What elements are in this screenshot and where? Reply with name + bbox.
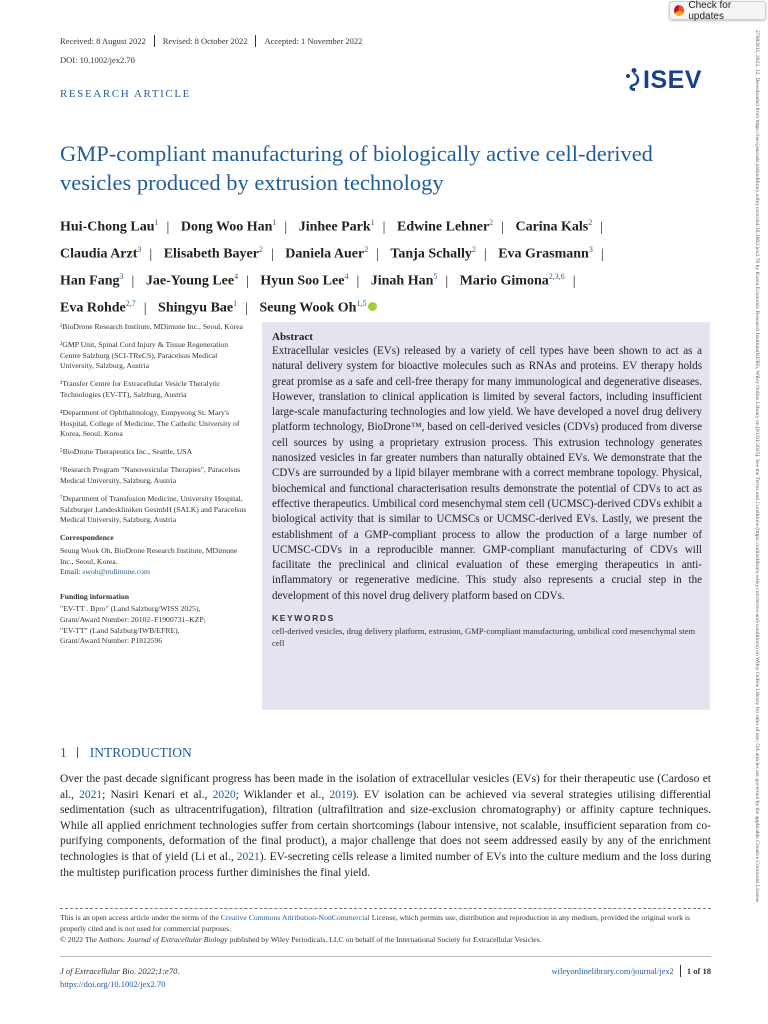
- correspondence-heading: Correspondence: [60, 533, 114, 543]
- funding-line: "EV-TT" (Land Salzburg/IWB/EFRE),: [60, 625, 180, 635]
- funding-line: Grant/Award Number: P1812596: [60, 636, 163, 646]
- author-affiliation[interactable]: 3: [588, 245, 593, 255]
- author-affiliation[interactable]: 5: [433, 272, 438, 282]
- author-name[interactable]: Claudia Arzt: [60, 246, 138, 262]
- intro-text: ). EV-secreting cells release a limited number of EVs into the culture medium and the loss during the multistep purification process further diminishes the final yield.: [60, 850, 711, 879]
- funding-line: Grant/Award Number: 20102–F1900731–KZP;: [60, 614, 206, 624]
- citation-link[interactable]: 2021: [79, 788, 103, 801]
- email-link[interactable]: swoh@mdimune.com: [82, 567, 150, 577]
- revised-date: Revised: 8 October 2022: [162, 36, 248, 46]
- author-name[interactable]: Elisabeth Bayer: [163, 246, 259, 262]
- affiliations-column: [60, 322, 250, 647]
- section-title: INTRODUCTION: [89, 745, 192, 760]
- author-affiliation[interactable]: 2: [588, 218, 593, 227]
- journal-logo: [624, 64, 714, 96]
- crossmark-icon: [674, 5, 684, 16]
- author-name[interactable]: Hyun Soo Lee: [260, 273, 345, 289]
- author-affiliation[interactable]: 2: [364, 245, 369, 255]
- license-line: [60, 912, 711, 934]
- author-name[interactable]: Eva Grasmann: [498, 246, 589, 262]
- section-number: 1: [60, 745, 67, 760]
- abstract-text: Extracellular vesicles (EVs) released by a variety of cell types have been shown to act as a natural delivery system for bioactive molecules such as RNAs and proteins. EV therapy holds great promise as a safe and cell-free therapy for many immunological and degenerative diseases. However, translation to clinical application is limited by several factors, including insufficient large-scale manufacturing technologies and low yield. We have developed a novel drug delivery platform technology, BioDrone™, based on cell-derived vesicles (CDVs) produced from diverse cell sources by using a proprietary extrusion process. This extrusion technology generates nanosized vesicles in far greater numbers than naturally obtained EVs. We demonstrate that the CDVs are surrounded by a lipid bilayer membrane with a correct membrane topology. Physical, biochemical and functional characterisation results demonstrate the potential of CDVs to act as effective therapeutics. Umbilical cord mesenchymal stem cell (UCMSC)-derived CDVs exhibit a biological activity that is similar to UCMSCs or UCMSC-derived EVs. Lastly, we present the establishment of a GMP-compliant process to allow the production of a large number of UCMSC-CDVs in a reproducible manner. GMP-compliant manufacturing of CDVs will facilitate the preclinical and clinical evaluation of these emerging therapeutics in anti-inflammatory or regenerative medicine. This study also represents a crucial step in the development of this novel drug delivery platform based on CDVs.: [272, 345, 702, 602]
- keywords-heading: KEYWORDS: [272, 613, 335, 624]
- intro-text: ; Nasiri Kenari et al.,: [102, 788, 213, 801]
- divider: [680, 965, 681, 977]
- author-name[interactable]: Jinhee Park: [298, 219, 371, 235]
- isev-logo-text: ISEV: [643, 65, 702, 94]
- author-affiliation[interactable]: 4: [234, 272, 239, 282]
- email-label: Email:: [60, 567, 83, 577]
- author-affiliation[interactable]: 2: [258, 245, 263, 255]
- abstract-box: [262, 322, 710, 710]
- license-text: License, which permits use, distribution and reproduction in any medium, provided the original work is properly cited and is not used for commercial purposes.: [60, 913, 691, 934]
- affiliation: ¹BioDrone Research Institute, MDimune Inc., Seoul, Korea: [60, 322, 243, 331]
- citation-link[interactable]: 2020: [212, 788, 236, 801]
- author-affiliation[interactable]: 3: [119, 272, 124, 282]
- author-name[interactable]: Mario Gimona: [459, 273, 549, 289]
- doi-link[interactable]: https://doi.org/10.1002/jex2.70: [60, 978, 166, 989]
- affiliation: ²GMP Unit, Spinal Cord Injury & Tissue Regeneration Centre Salzburg (SCI-TReCS), Paracelsus Medical University, Salzburg, Austria: [60, 340, 229, 371]
- affiliation: ⁴Department of Ophthalmology, Eunpyeong St. Mary's Hospital, College of Medicine, The Catholic University of Korea, Seoul, Korea: [60, 408, 240, 439]
- abstract-heading: Abstract: [272, 331, 313, 343]
- download-notice-text: 27682811, 2022, 12, Downloaded from https://isevjournals.onlinelibrary.wiley.com/doi/10.1002/jex2.70 by Korea Economic Research Institute(KERI), Wiley Online Library on [01/01/2025]. See the Terms and Conditions (https://onlinelibrary.wiley.com/terms-and-conditions) on Wiley Online Library for rules of use; OA articles are governed by the applicable Creative Commons License: [754, 30, 760, 903]
- author-list: Hui-Chong Lau$^1$ | Dong Woo Han$^1$ | Jinhee Park$^1$ | Edwine Lehner$^2$ | Carina Kals$^2$ | Claudia Arzt$^3$ | Elisabeth Bayer$^2$ | Daniela Auer$^2$ | Tanja Schally$^2$ | Eva Grasmann$^3$ | Han Fang$^3$ | Jae-Young Lee$^4$ | Hyun Soo Lee$^4$ | Jinah Han$^5$ | Mario Gimona$^{2,3,6}$ | Eva Rohde$^{2,7}$ | Shingyu Bae$^1$ | Seung Wook Oh$^{1,5}$: [60, 218, 604, 316]
- author-affiliation[interactable]: 1: [233, 299, 238, 309]
- author-affiliation[interactable]: 2,7: [125, 299, 136, 309]
- article-title: GMP-compliant manufacturing of biologically active cell-derived vesicles produced by extrusion technology: [60, 141, 653, 195]
- author-affiliation[interactable]: 1: [154, 218, 159, 227]
- article-dates: [60, 36, 362, 48]
- license-text: This is an open access article under the terms of the: [60, 913, 221, 922]
- author-name[interactable]: Tanja Schally: [390, 246, 472, 262]
- intro-text: Over the past decade significant progress has been made in the isolation of extracellular vesicles (EVs) for their therapeutic use (Cardoso et al.,: [60, 773, 711, 801]
- check-for-updates-label: Check for updates: [688, 0, 732, 22]
- citation: J of Extracellular Bio. 2022;1:e70.: [60, 966, 180, 976]
- divider: [154, 35, 155, 47]
- author-name[interactable]: Dong Woo Han: [180, 219, 273, 235]
- keywords-text: cell-derived vesicles, drug delivery platform, extrusion, GMP-compliant manufacturing, umbilical cord mesenchymal stem cell: [272, 626, 696, 648]
- isev-logo-icon: [624, 67, 640, 93]
- affiliation: ⁷Department of Transfusion Medicine, University Hospital, Salzburger Landeskliniken GesmbH (SALK) and Paracelsus Medical University, Salzburg, Austria: [60, 494, 247, 525]
- author-name[interactable]: Edwine Lehner: [396, 219, 490, 235]
- author-name[interactable]: Daniela Auer: [285, 246, 365, 262]
- affiliation: ⁶Research Program "Nanovesicular Therapies", Paracelsus Medical University, Salzburg, Austria: [60, 465, 241, 486]
- author-affiliation[interactable]: 1,5: [356, 299, 367, 309]
- accepted-date: Accepted: 1 November 2022: [264, 36, 363, 46]
- footer-right: [530, 965, 711, 977]
- funding-line: "EV-TT . Bpro" (Land Salzburg/WISS 2025),: [60, 604, 201, 614]
- cc-license-link[interactable]: Creative Commons Attribution-NonCommercial: [220, 913, 370, 922]
- article-type: RESEARCH ARTICLE: [60, 88, 191, 100]
- copyright-text: © 2022 The Authors.: [60, 935, 127, 945]
- author-name[interactable]: Hui-Chong Lau: [60, 219, 155, 235]
- author-name[interactable]: Han Fang: [60, 273, 120, 289]
- author-affiliation[interactable]: 2,3,6: [548, 272, 565, 282]
- page-number: 1 of 18: [686, 966, 711, 976]
- intro-text: ; Wiklander et al.,: [235, 788, 330, 801]
- citation-link[interactable]: 2019: [329, 788, 353, 801]
- author-affiliation[interactable]: 2: [471, 245, 476, 255]
- author-affiliation[interactable]: 1: [370, 218, 375, 227]
- affiliation: ³Transfer Centre for Extracellular Vesicle Theralytic Technologies (EV-TT), Salzburg, Austria: [60, 379, 221, 399]
- correspondence-text: Seung Wook Oh, BioDrone Research Institute, MDimune Inc., Seoul, Korea.: [60, 546, 238, 566]
- copyright-line: [60, 934, 711, 945]
- divider: [255, 35, 256, 47]
- funding-heading: Funding information: [60, 591, 129, 601]
- download-notice: [748, 30, 764, 1020]
- doi: DOI: 10.1002/jex2.70: [60, 55, 135, 65]
- author-affiliation[interactable]: 1: [272, 218, 277, 227]
- divider: [60, 956, 711, 957]
- author-name[interactable]: Carina Kals: [515, 219, 589, 235]
- citation-link[interactable]: 2021: [236, 850, 260, 863]
- affiliation: ⁵BioDrone Therapeutics Inc., Seattle, USA: [60, 447, 193, 457]
- author-affiliation[interactable]: 3: [137, 245, 142, 255]
- divider: [77, 747, 78, 758]
- license-notice: [60, 912, 711, 945]
- correspondence-email-line: [60, 567, 250, 578]
- intro-paragraph: [60, 772, 711, 881]
- author-name[interactable]: Shingyu Bae: [158, 300, 234, 316]
- author-name[interactable]: Jinah Han: [370, 273, 434, 289]
- journal-site-link[interactable]: wileyonlinelibrary.com/journal/jex2: [551, 966, 674, 976]
- footer-citation: [60, 965, 179, 990]
- author-affiliation[interactable]: 2: [489, 218, 494, 227]
- copyright-text: published by Wiley Periodicals, LLC on behalf of the International Society for Extracellular Vesicles.: [227, 935, 542, 945]
- orcid-icon[interactable]: [368, 302, 377, 311]
- author-name[interactable]: Eva Rohde: [60, 300, 126, 316]
- section-heading: [60, 745, 192, 761]
- divider: [60, 908, 711, 909]
- intro-text: ). EV isolation can be achieved via several strategies utilising differential sedimentation (such as ultracentrifugation), filtration (ultrafiltration and size-exclusion chromatography) or affinity capture techniques. While all applied enrichment technologies suffer from certain shortcomings (labour intensive, not scalable, insufficient separation from co-purifying components, deformation of the final product), a major challenge that does not seem addressed easily by any of the enrichment technologies is that of yield (Li et al.,: [60, 788, 711, 863]
- author-name[interactable]: Jae-Young Lee: [145, 273, 235, 289]
- author-name[interactable]: Seung Wook Oh: [259, 300, 357, 316]
- author-affiliation[interactable]: 4: [344, 272, 349, 282]
- check-for-updates-button[interactable]: [669, 1, 766, 20]
- received-date: Received: 8 August 2022: [60, 36, 146, 46]
- journal-name: Journal of Extracellular Biology: [126, 935, 228, 945]
